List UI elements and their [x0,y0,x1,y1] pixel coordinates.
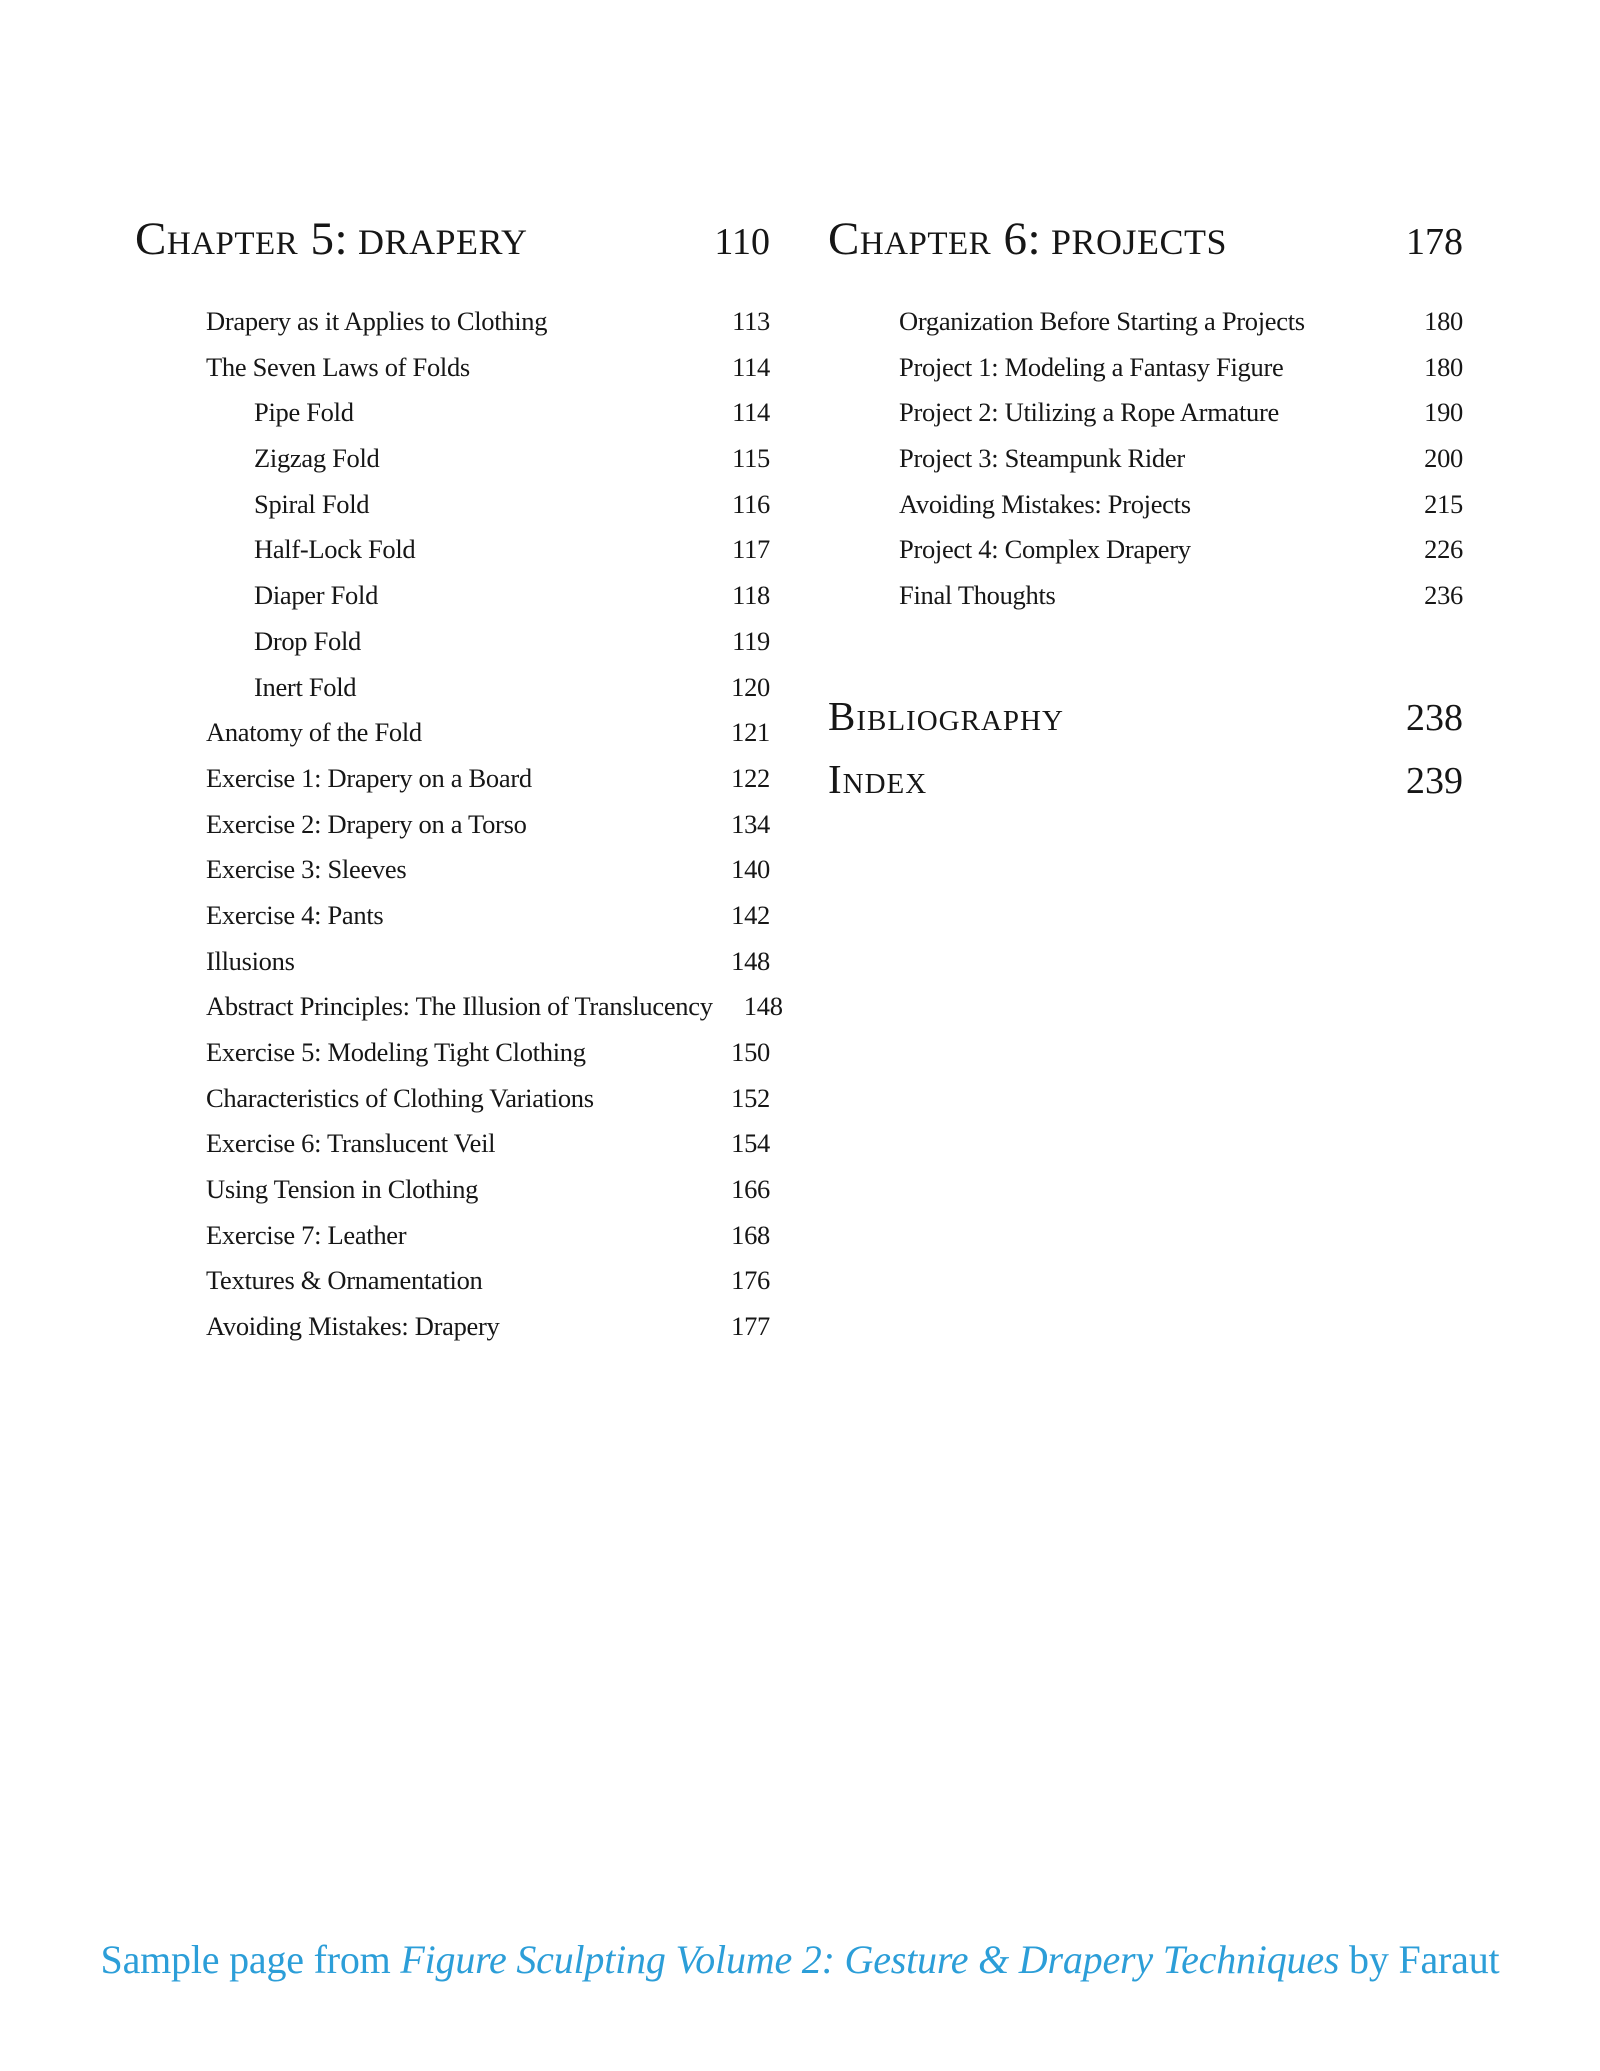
toc-entry-page: 134 [731,808,770,839]
toc-entry [135,893,770,939]
toc-entry-label: Pipe Fold [254,397,354,428]
toc-entry [828,390,1463,436]
chapter6-entry-list [828,299,1463,619]
chapter6-heading-label [828,212,1227,266]
toc-entry-page: 215 [1424,488,1463,519]
toc-entry-label: Drapery as it Applies to Clothing [206,306,548,336]
toc-entry [135,665,770,711]
toc-entry [828,299,1463,345]
toc-entry-page: 168 [731,1219,770,1250]
toc-entry [135,619,770,665]
toc-entry-label: Project 3: Steampunk Rider [899,443,1185,474]
toc-entry-page: 113 [732,306,770,336]
toc-entry [135,345,770,391]
toc-entry-label: Abstract Principles: The Illusion of Translucency [206,991,713,1022]
chapter6-heading-prefix: Chapter 6: [828,213,1041,265]
toc-entry-label: Exercise 2: Drapery on a Torso [206,808,527,839]
chapter5-heading-label [135,212,528,266]
toc-entry-label: Drop Fold [254,625,361,656]
toc-entry-label: Organization Before Starting a Projects [899,306,1305,336]
toc-entry-label: Characteristics of Clothing Variations [206,1082,594,1113]
toc-entry-page: 122 [731,762,770,793]
toc-entry-page: 140 [731,854,770,885]
toc-entry [135,984,783,1030]
toc-entry-label: Using Tension in Clothing [206,1174,479,1205]
toc-entry [135,527,770,573]
toc-entry-page: 166 [731,1174,770,1205]
toc-entry [828,573,1463,619]
toc-entry [135,436,770,482]
toc-columns [135,212,1463,1350]
toc-entry [135,1121,770,1167]
toc-entry [135,1258,770,1304]
chapter5-entry-list [135,299,783,1350]
toc-entry-page: 119 [732,625,770,656]
chapter5-heading [135,212,770,266]
toc-entry-page: 148 [731,945,770,976]
toc-entry-label: Exercise 6: Translucent Veil [206,1128,496,1159]
bibliography-page-number: 238 [1406,696,1463,739]
toc-entry-label: Exercise 5: Modeling Tight Clothing [206,1037,586,1067]
toc-entry [135,802,770,848]
toc-entry-page: 148 [743,991,783,1022]
toc-entry-page: 180 [1424,306,1463,336]
toc-entry-page: 121 [731,717,770,748]
toc-entry-page: 116 [732,488,770,519]
toc-entry [135,1213,770,1259]
toc-entry-label: Exercise 3: Sleeves [206,854,407,885]
footer-credit-prefix: Sample page from [100,1937,401,1982]
toc-entry-label: Textures & Ornamentation [206,1265,483,1296]
toc-entry-label: Project 1: Modeling a Fantasy Figure [899,351,1284,382]
toc-entry-label: Avoiding Mistakes: Projects [899,488,1191,519]
toc-column-chapter5 [135,212,783,1350]
toc-entry-page: 120 [731,671,770,702]
toc-entry [135,1167,770,1213]
toc-entry [135,482,770,528]
toc-entry-page: 236 [1424,580,1463,611]
chapter5-heading-prefix: Chapter 5: [135,213,348,265]
toc-entry-page: 150 [731,1037,770,1067]
chapter5-page-number: 110 [714,221,770,263]
toc-entry [135,939,770,985]
bibliography-label: Bibliography [828,692,1064,739]
toc-entry [828,527,1463,573]
toc-entry [135,573,770,619]
toc-entry-page: 152 [731,1082,770,1113]
toc-entry-label: Zigzag Fold [254,443,380,474]
toc-entry-page: 117 [732,534,770,565]
toc-entry-label: Exercise 1: Drapery on a Board [206,762,532,793]
toc-entry-label: Avoiding Mistakes: Drapery [206,1311,500,1342]
toc-entry-label: Illusions [206,945,295,976]
index-entry [828,748,1463,811]
toc-entry [135,1030,770,1076]
toc-entry-label: Anatomy of the Fold [206,717,422,748]
toc-entry-label: Half-Lock Fold [254,534,416,565]
toc-entry-page: 115 [732,443,770,474]
toc-entry-label: Diaper Fold [254,580,379,611]
toc-entry-label: Project 2: Utilizing a Rope Armature [899,397,1279,428]
toc-entry [135,847,770,893]
toc-entry-label: Exercise 4: Pants [206,899,384,930]
toc-entry-page: 118 [732,580,770,611]
toc-entry-page: 142 [731,899,770,930]
toc-entry-label: Inert Fold [254,671,357,702]
toc-entry-label: Project 4: Complex Drapery [899,534,1191,565]
chapter5-heading-title: DRAPERY [358,222,528,262]
footer-credit [0,1936,1600,1983]
toc-entry-label: Spiral Fold [254,488,370,519]
footer-credit-suffix: by Faraut [1339,1937,1500,1982]
footer-credit-book-title: Figure Sculpting Volume 2: Gesture & Drapery Techniques [400,1937,1340,1982]
index-page-number: 239 [1406,759,1463,802]
toc-entry [828,436,1463,482]
toc-entry [135,1076,770,1122]
toc-entry [135,390,770,436]
toc-entry-page: 176 [731,1265,770,1296]
toc-entry-page: 226 [1424,534,1463,565]
index-label: Index [828,755,928,802]
toc-entry-label: The Seven Laws of Folds [206,351,470,382]
chapter6-heading [828,212,1463,266]
toc-entry [135,710,770,756]
toc-entry [135,1304,770,1350]
toc-entry [828,482,1463,528]
toc-entry-label: Exercise 7: Leather [206,1219,407,1250]
toc-entry-page: 114 [732,397,770,428]
toc-entry [135,756,770,802]
toc-entry [135,299,770,345]
toc-entry-page: 154 [731,1128,770,1159]
toc-entry-page: 190 [1424,397,1463,428]
toc-entry-page: 177 [731,1311,770,1342]
toc-entry-page: 180 [1424,351,1463,382]
toc-entry-page: 114 [732,351,770,382]
bibliography-entry [828,685,1463,748]
toc-entry [828,345,1463,391]
chapter6-page-number: 178 [1406,221,1463,263]
toc-column-chapter6 [828,212,1463,1350]
chapter6-heading-title: PROJECTS [1051,222,1228,262]
toc-entry-label: Final Thoughts [899,580,1056,611]
toc-entry-page: 200 [1424,443,1463,474]
